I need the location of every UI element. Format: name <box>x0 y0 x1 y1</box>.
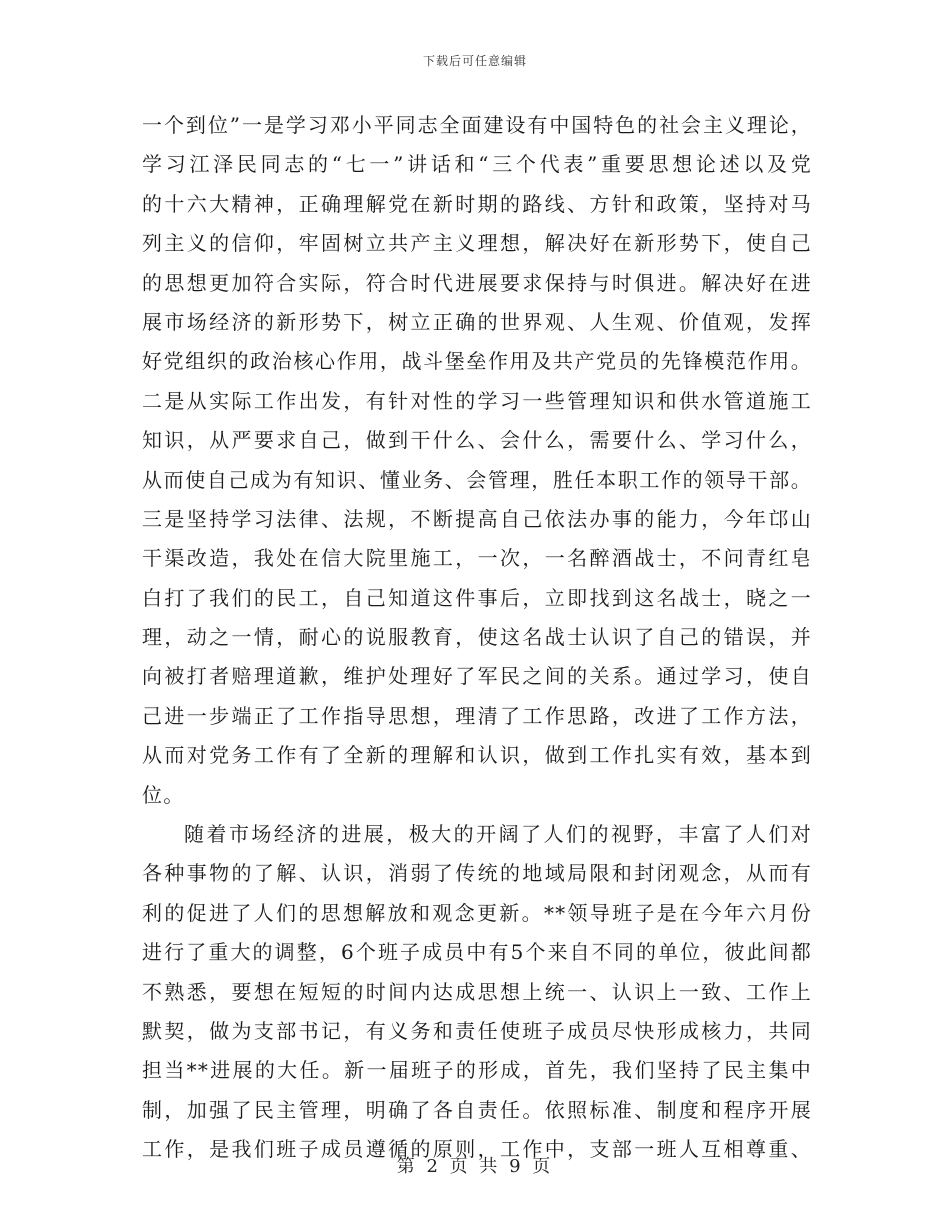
text-line: 的思想更加符合实际，符合时代进展要求保持与时俱进。解决好在进 <box>142 270 812 295</box>
text-line: 知识，从严要求自己，做到干什么、会什么，需要什么、学习什么， <box>142 428 812 453</box>
text-line: 三是坚持学习法律、法规，不断提高自己依法办事的能力，今年邙山 <box>142 506 812 531</box>
paragraph-2 <box>142 815 812 1170</box>
text-line: 的十六大精神，正确理解党在新时期的路线、方针和政策，坚持对马 <box>142 191 812 216</box>
text-line: 理，动之一情，耐心的说服教育，使这名战士认识了自己的错误，并 <box>142 625 812 650</box>
text-line: 不熟悉，要想在短短的时间内达成思想上统一、认识上一致、工作上 <box>142 979 812 1004</box>
text-line: 列主义的信仰，牢固树立共产主义理想，解决好在新形势下，使自己 <box>142 231 812 256</box>
text-line: 展市场经济的新形势下，树立正确的世界观、人生观、价值观，发挥 <box>142 309 812 334</box>
text-line: 向被打者赔理道歉，维护处理好了军民之间的关系。通过学习，使自 <box>142 664 812 689</box>
text-line: 好党组织的政治核心作用，战斗堡垒作用及共产党员的先锋模范作用。 <box>142 349 812 374</box>
text-line: 制，加强了民主管理，明确了各自责任。依照标准、制度和程序开展 <box>142 1097 812 1122</box>
text-line: 从而对党务工作有了全新的理解和认识，做到工作扎实有效，基本到 <box>142 743 812 768</box>
document-body <box>142 106 812 1170</box>
text-line: 位。 <box>142 782 185 807</box>
text-line: 己进一步端正了工作指导思想，理清了工作思路，改进了工作方法， <box>142 703 812 728</box>
page-number-footer: 第 2 页 共 9 页 <box>396 1156 554 1177</box>
text-line: 担当**进展的大任。新一届班子的形成，首先，我们坚持了民主集中 <box>142 1058 812 1083</box>
text-line: 随着市场经济的进展，极大的开阔了人们的视野，丰富了人们对 <box>184 822 812 847</box>
text-line: 进行了重大的调整，6个班子成员中有5个来自不同的单位，彼此间都 <box>142 940 812 965</box>
text-line: 干渠改造，我处在信大院里施工，一次，一名醉酒战士，不问青红皂 <box>142 546 812 571</box>
page-header: 下载后可任意编辑 <box>422 54 527 68</box>
text-line: 默契，做为支部书记，有义务和责任使班子成员尽快形成核力，共同 <box>142 1018 812 1043</box>
text-line: 一个到位”一是学习邓小平同志全面建设有中国特色的社会主义理论， <box>142 113 812 137</box>
text-line: 学习江泽民同志的“七一”讲话和“三个代表”重要思想论述以及党 <box>142 152 812 177</box>
text-line: 二是从实际工作出发，有针对性的学习一些管理知识和供水管道施工 <box>142 388 812 413</box>
text-line: 白打了我们的民工，自己知道这件事后，立即找到这名战士，晓之一 <box>142 585 812 610</box>
paragraph-1 <box>142 106 812 815</box>
text-line: 各种事物的了解、认识，消弱了传统的地域局限和封闭观念，从而有 <box>142 861 812 886</box>
text-line: 工作，是我们班子成员遵循的原则，工作中，支部一班人互相尊重、 <box>142 1137 812 1162</box>
text-line: 利的促进了人们的思想解放和观念更新。**领导班子是在今年六月份 <box>142 900 812 925</box>
text-line: 从而使自己成为有知识、懂业务、会管理，胜任本职工作的领导干部。 <box>142 467 812 492</box>
